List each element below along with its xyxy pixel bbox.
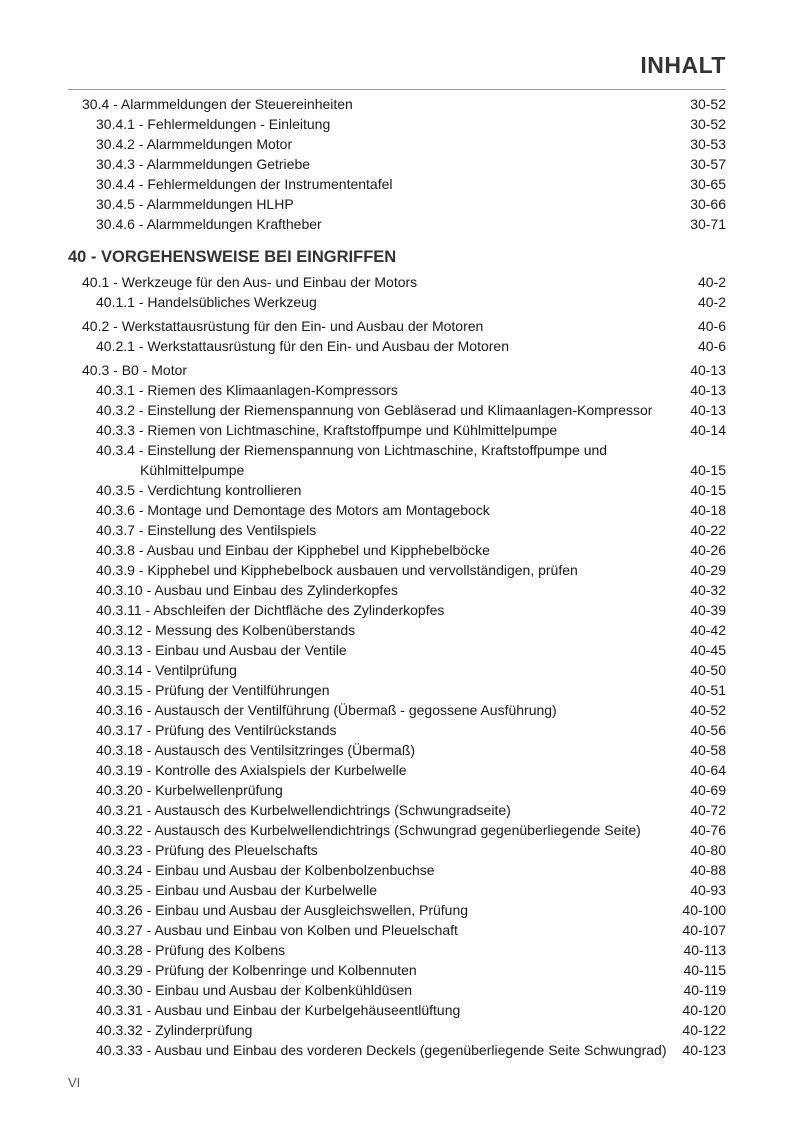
- toc-entry-title: 40.3.9 - Kipphebel und Kipphebelbock ausbauen und vervollständigen, prüfen: [96, 562, 578, 578]
- toc-entry-page: 40-88: [690, 862, 726, 878]
- toc-entry: [0, 480, 794, 500]
- toc-entry-page: 40-18: [690, 502, 726, 518]
- toc-entry-page: 40-6: [697, 338, 726, 354]
- toc-entry-title: 40.3.28 - Prüfung des Kolbens: [96, 942, 286, 958]
- toc-entry-page: 40-76: [690, 822, 726, 838]
- toc-entry-title: 30.4.3 - Alarmmeldungen Getriebe: [96, 156, 311, 172]
- toc-entry-title: 40.3.17 - Prüfung des Ventilrückstands: [96, 722, 337, 738]
- toc-entry-page: 40-42: [690, 622, 726, 638]
- toc-entry-page: 40-50: [690, 662, 726, 678]
- toc-entry: [0, 214, 794, 234]
- toc-entry-title: 40.3.2 - Einstellung der Riemenspannung von Gebläserad und Klimaanlagen-Kompressor: [96, 402, 653, 418]
- toc-entry-page: 40-122: [682, 1022, 726, 1038]
- toc-entry-page: 40-52: [690, 702, 726, 718]
- toc-entry-title: 40.1.1 - Handelsübliches Werkzeug: [96, 294, 317, 310]
- toc-entry-title: 40.3.15 - Prüfung der Ventilführungen: [96, 682, 330, 698]
- toc-entry-page: 40-58: [690, 742, 726, 758]
- toc-entry-page: 40-93: [690, 882, 726, 898]
- toc-entry-title: 40.3.27 - Ausbau und Einbau von Kolben und Pleuelschaft: [96, 922, 458, 938]
- toc-entry: [0, 440, 794, 460]
- toc-entry-title: 40.3.7 - Einstellung des Ventilspiels: [96, 522, 317, 538]
- toc-entry-title: 40.2.1 - Werkstattausrüstung für den Ein- und Ausbau der Motoren: [96, 338, 509, 354]
- toc-entry-title: Kühlmittelpumpe: [140, 462, 245, 478]
- toc-entry: [0, 880, 794, 900]
- toc-entry: [0, 292, 794, 312]
- toc-entry: [0, 920, 794, 940]
- toc-entry-title: 40.1 - Werkzeuge für den Aus- und Einbau der Motors: [82, 274, 418, 290]
- toc-entry-title: 40.3.18 - Austausch des Ventilsitzringes (Übermaß): [96, 742, 416, 758]
- toc-entry-page: 30-53: [690, 136, 726, 152]
- toc-entry: [0, 360, 794, 380]
- toc-entry: [0, 640, 794, 660]
- toc-entry: [0, 336, 794, 356]
- toc-entry: [0, 540, 794, 560]
- toc-entry-page: 40-72: [690, 802, 726, 818]
- toc-entry-title: 40.3.33 - Ausbau und Einbau des vorderen Deckels (gegenüberliegende Seite Schwungrad): [96, 1042, 667, 1058]
- toc-entry: [0, 1040, 794, 1060]
- toc-entry-title: 40.3.12 - Messung des Kolbenüberstands: [96, 622, 356, 638]
- toc-entry-page: 40-113: [683, 942, 726, 958]
- toc-entry: [0, 820, 794, 840]
- toc-entry: [0, 580, 794, 600]
- toc-entry: [0, 174, 794, 194]
- toc-entry-title: 30.4.4 - Fehlermeldungen der Instrumententafel: [96, 176, 393, 192]
- toc-entry-page: 40-15: [690, 482, 726, 498]
- toc-entry-title: 40.3.14 - Ventilprüfung: [96, 662, 237, 678]
- toc-entry-title: 30.4.5 - Alarmmeldungen HLHP: [96, 196, 294, 212]
- toc-entry-page: 40-69: [690, 782, 726, 798]
- toc-entry: [0, 194, 794, 214]
- toc-entry-page: 40-13: [690, 362, 726, 378]
- toc-entry: [0, 700, 794, 720]
- toc-entry-page: 40-29: [690, 562, 726, 578]
- toc-entry: [0, 980, 794, 1000]
- toc-entry-title: 40.3.3 - Riemen von Lichtmaschine, Kraftstoffpumpe und Kühlmittelpumpe: [96, 422, 558, 438]
- toc-entry-page: 40-115: [683, 962, 726, 978]
- toc-entry-title: 40.3.16 - Austausch der Ventilführung (Übermaß - gegossene Ausführung): [96, 702, 557, 718]
- toc-entry-page: 40-120: [682, 1002, 726, 1018]
- toc-entry-page: 40-2: [697, 274, 726, 290]
- toc-entry: [0, 154, 794, 174]
- toc-entry-title: 40.3.13 - Einbau und Ausbau der Ventile: [96, 642, 347, 658]
- toc-entry: [0, 1020, 794, 1040]
- toc-entry-title: 30.4.2 - Alarmmeldungen Motor: [96, 136, 293, 152]
- toc-entry-page: 30-65: [690, 176, 726, 192]
- toc-entry-title: 40.3 - B0 - Motor: [82, 362, 188, 378]
- page-header-title: INHALT: [640, 52, 726, 78]
- toc-entry-page: 30-57: [690, 156, 726, 172]
- toc-entry-page: 40-13: [690, 382, 726, 398]
- toc-entry: [0, 1000, 794, 1020]
- toc-entry-page: 40-80: [690, 842, 726, 858]
- header-divider: [68, 89, 726, 90]
- toc-entry-title: 40.3.5 - Verdichtung kontrollieren: [96, 482, 302, 498]
- toc-entry: [0, 520, 794, 540]
- toc-entry-title: 40.3.30 - Einbau und Ausbau der Kolbenkühldüsen: [96, 982, 413, 998]
- toc-entry-page: 40-100: [682, 902, 726, 918]
- toc-entry: [0, 316, 794, 336]
- toc-entry: [0, 94, 794, 114]
- toc-entry: [0, 680, 794, 700]
- toc-entry-title: 40.3.11 - Abschleifen der Dichtfläche des Zylinderkopfes: [96, 602, 445, 618]
- toc-entry: [0, 860, 794, 880]
- toc-entry-page: 40-45: [690, 642, 726, 658]
- toc-entry: [0, 960, 794, 980]
- toc-entry: [0, 600, 794, 620]
- toc-entry-title: 30.4.1 - Fehlermeldungen - Einleitung: [96, 116, 331, 132]
- toc-entry: [0, 272, 794, 292]
- toc-entry-page: 40-51: [690, 682, 726, 698]
- toc-entry-page: 40-26: [690, 542, 726, 558]
- toc-entry-page: 40-15: [690, 462, 726, 478]
- toc-entry-title: 40.3.29 - Prüfung der Kolbenringe und Kolbennuten: [96, 962, 417, 978]
- toc-entry: [0, 760, 794, 780]
- toc-entry-title: 30.4 - Alarmmeldungen der Steuereinheiten: [82, 96, 353, 112]
- toc-entry: [0, 420, 794, 440]
- toc-entry-page: 40-39: [690, 602, 726, 618]
- toc-entry-title: 40.3.6 - Montage und Demontage des Motors am Montagebock: [96, 502, 490, 518]
- toc-entry: [0, 780, 794, 800]
- toc-entry-page: 30-52: [690, 116, 726, 132]
- toc-entry: [0, 460, 794, 480]
- toc-entry-title: 40.3.25 - Einbau und Ausbau der Kurbelwelle: [96, 882, 377, 898]
- toc-entry-page: 40-32: [690, 582, 726, 598]
- toc-entry-title: 40.3.4 - Einstellung der Riemenspannung von Lichtmaschine, Kraftstoffpumpe und: [96, 442, 608, 458]
- toc-entry-title: 40.3.32 - Zylinderprüfung: [96, 1022, 253, 1038]
- toc-entry-title: 40.3.20 - Kurbelwellenprüfung: [96, 782, 283, 798]
- toc-entry-page: 30-71: [690, 216, 726, 232]
- toc-entry: [0, 800, 794, 820]
- toc-entry: [0, 134, 794, 154]
- toc-entry-title: 40.3.10 - Ausbau und Einbau des Zylinderkopfes: [96, 582, 398, 598]
- toc-entry-page: 30-66: [690, 196, 726, 212]
- toc-entry-page: 40-107: [682, 922, 726, 938]
- toc-entry: [0, 940, 794, 960]
- toc-entry-title: 40.3.21 - Austausch des Kurbelwellendichtrings (Schwungradseite): [96, 802, 511, 818]
- toc-entry: [0, 740, 794, 760]
- toc-entry-title: 30.4.6 - Alarmmeldungen Kraftheber: [96, 216, 322, 232]
- toc-entry-title: 40.3.19 - Kontrolle des Axialspiels der Kurbelwelle: [96, 762, 407, 778]
- toc-entry-page: 40-123: [682, 1042, 726, 1058]
- toc-entry-title: 40.3.22 - Austausch des Kurbelwellendichtrings (Schwungrad gegenüberliegende Seite): [96, 822, 641, 838]
- toc-entry-page: 40-119: [683, 982, 726, 998]
- toc-entry-title: 40.2 - Werkstattausrüstung für den Ein- und Ausbau der Motoren: [82, 318, 484, 334]
- toc-entry: [0, 400, 794, 420]
- toc-entry: [0, 840, 794, 860]
- toc-entry-page: 40-13: [690, 402, 726, 418]
- toc-entry: [0, 900, 794, 920]
- toc-entry-title: 40.3.23 - Prüfung des Pleuelschafts: [96, 842, 318, 858]
- toc-entry-title: 40.3.26 - Einbau und Ausbau der Ausgleichswellen, Prüfung: [96, 902, 469, 918]
- toc-entry: [0, 720, 794, 740]
- toc-entry-title: 40.3.1 - Riemen des Klimaanlagen-Kompressors: [96, 382, 398, 398]
- toc-entry: [0, 114, 794, 134]
- toc-entry-title: 40.3.31 - Ausbau und Einbau der Kurbelgehäuseentlüftung: [96, 1002, 461, 1018]
- toc-entry-page: 40-56: [690, 722, 726, 738]
- toc-entry-title: 40.3.8 - Ausbau und Einbau der Kipphebel und Kipphebelböcke: [96, 542, 490, 558]
- toc-entry-title: 40.3.24 - Einbau und Ausbau der Kolbenbolzenbuchse: [96, 862, 435, 878]
- toc-entry-page: 40-22: [690, 522, 726, 538]
- toc-entry-page: 40-14: [690, 422, 726, 438]
- toc-entry: [0, 660, 794, 680]
- toc-entry: [0, 560, 794, 580]
- toc-entry: [0, 380, 794, 400]
- page-number: VI: [68, 1075, 81, 1090]
- toc-entry-page: 40-64: [690, 762, 726, 778]
- toc-entry-page: 30-52: [690, 96, 726, 112]
- toc-entry: [0, 620, 794, 640]
- toc-entry-page: 40-6: [697, 318, 726, 334]
- toc-entry-page: 40-2: [697, 294, 726, 310]
- section-heading: 40 - VORGEHENSWEISE BEI EINGRIFFEN: [68, 248, 397, 266]
- toc-entry: [0, 500, 794, 520]
